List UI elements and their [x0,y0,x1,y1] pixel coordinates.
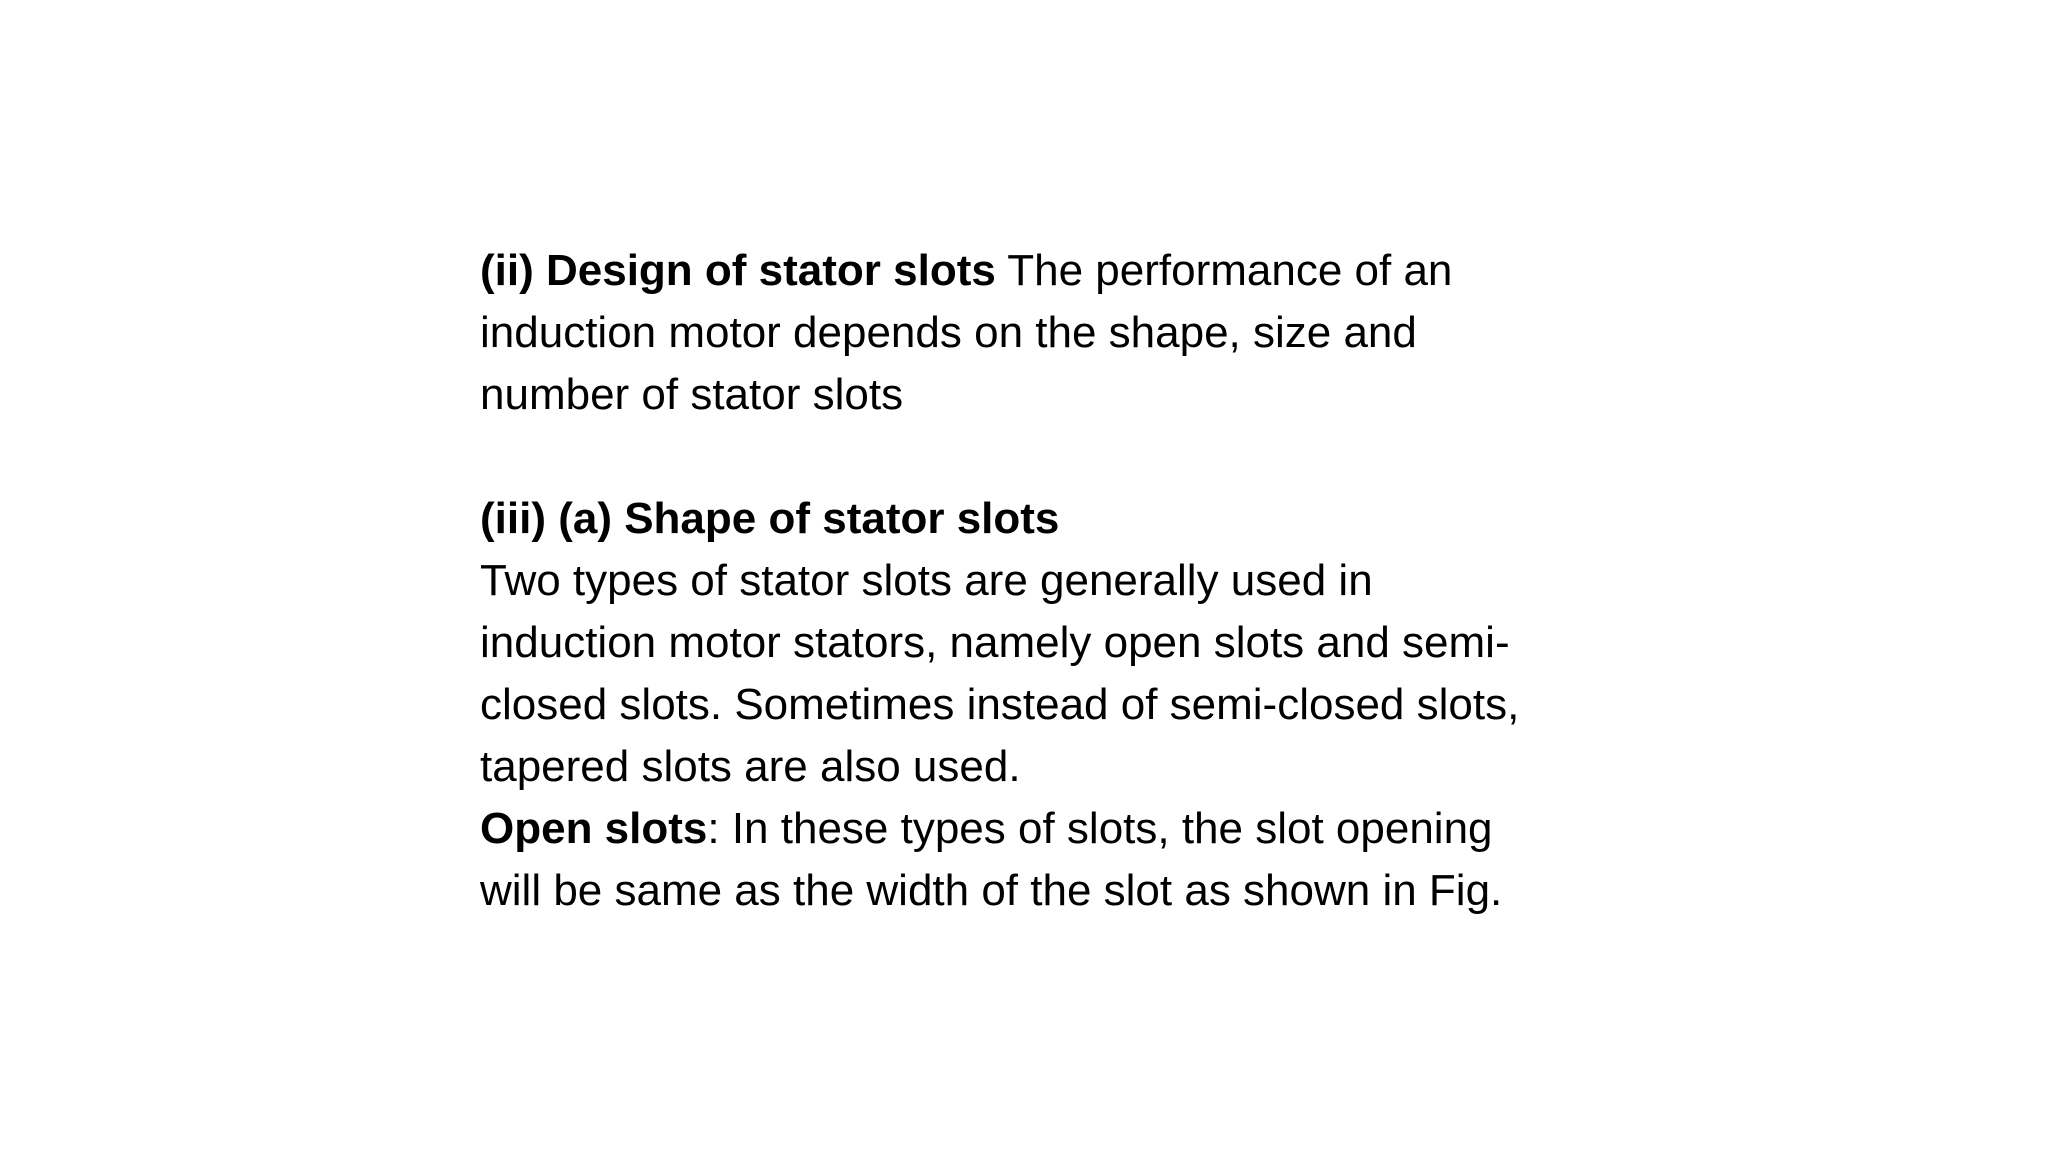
text-shape-of-stator-slots: Two types of stator slots are generally used in induction motor stators, namely open slots and semi-closed slots. Sometimes instead of semi-closed slots, tapered slots are also used. [480,556,1520,791]
paragraph-shape-of-stator-slots [480,550,1560,798]
paragraph-spacer [480,426,1560,488]
paragraph-open-slots [480,798,1560,922]
heading-shape-of-stator-slots [480,488,1560,550]
heading-design-of-stator-slots: (ii) Design of stator slots [480,246,996,295]
term-open-slots: Open slots [480,804,708,853]
text-design-of-stator-slots: The performance of an induction motor depends on the shape, size and number of stator slots [480,246,1453,419]
slide-text-block [480,240,1560,922]
text-open-slots: : In these types of slots, the slot opening will be same as the width of the slot as shown in Fig. [480,804,1503,915]
paragraph-design-of-stator-slots [480,240,1560,426]
heading-shape-of-stator-slots-text: (iii) (a) Shape of stator slots [480,494,1060,543]
